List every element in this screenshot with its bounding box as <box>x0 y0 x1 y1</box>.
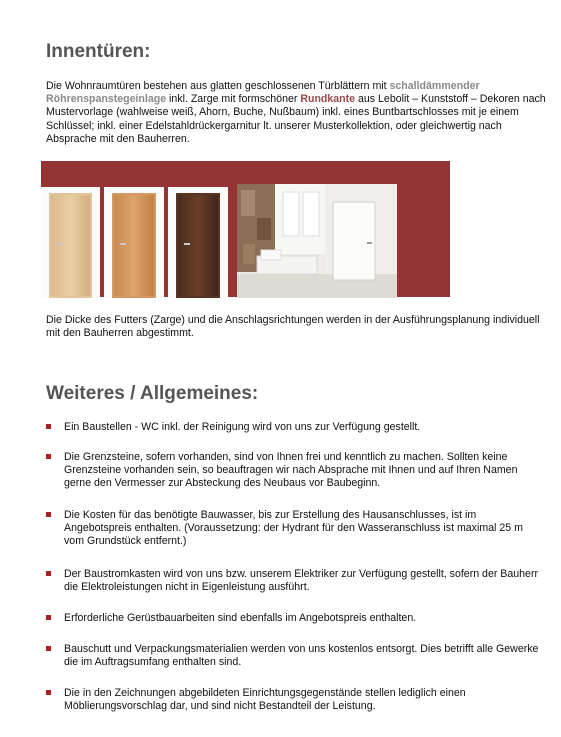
intro-text-2: inkl. Zarge mit formschöner <box>166 93 301 106</box>
highlight-schalldaemmend: schalldämmender Röhrenspanstegeinlage <box>46 80 480 106</box>
door-caption: Die Dicke des Futters (Zarge) und die Anschlagsrichtungen werden in der Ausführungsplanung individuell mit den Bauherren abgestimmt. <box>46 314 540 340</box>
section-title-innentueren: Innentüren: <box>46 41 151 62</box>
bullet-icon <box>46 454 51 459</box>
section-title-weiteres: Weiteres / Allgemeines: <box>46 383 259 404</box>
intro-text-1: Die Wohnraumtüren bestehen aus glatten geschlossenen Türblättern mit <box>46 80 390 92</box>
bullet-icon <box>46 690 51 695</box>
highlight-rundkante: Rundkante <box>300 93 356 106</box>
bullet-icon <box>46 571 51 576</box>
list-item-text: Bauschutt und Verpackungsmaterialien werden von uns kostenlos entsorgt. Dies betrifft alle Gewerke die im Auftragsumfang enthalten sind. <box>64 643 539 669</box>
door-maple-image <box>41 187 100 298</box>
list-item-text: Erforderliche Gerüstbauarbeiten sind ebenfalls im Angebotspreis enthalten. <box>64 612 417 624</box>
list-item-text: Die in den Zeichnungen abgebildeten Einrichtungsgegenstände stellen lediglich einen Möblierungsvorschlag dar, und sind nicht Bestandteil der Leistung. <box>64 687 466 713</box>
bullet-icon <box>46 615 51 620</box>
door-beech-image <box>104 187 164 298</box>
bullet-icon <box>46 646 51 651</box>
room-illustration-icon <box>237 184 397 298</box>
door-maple-icon <box>49 193 92 298</box>
door-handle-icon <box>184 243 190 245</box>
list-item-text: Die Kosten für das benötigte Bauwasser, bis zur Erstellung des Hausanschlusses, ist im Angebotspreis enthalten. (Voraussetzung: der Hydrant für den Wasseranschluss ist maximal 25 m vom Grundstück entfernt.) <box>64 509 523 548</box>
bullet-icon <box>46 424 51 429</box>
list-item-text: Ein Baustellen - WC inkl. der Reinigung wird von uns zur Verfügung gestellt. <box>64 421 421 433</box>
white-door-room-photo <box>237 184 397 298</box>
door-handle-icon <box>57 243 63 245</box>
bullet-icon <box>46 512 51 517</box>
door-handle-icon <box>120 243 126 245</box>
door-walnut-icon <box>176 193 220 298</box>
intro-paragraph <box>46 80 546 146</box>
list-item-text: Die Grenzsteine, sofern vorhanden, sind von Ihnen frei und kenntlich zu machen. Sollten keine Grenzsteine vorhanden sein, so beauftragen wir nach Absprache mit Ihnen und auf Ihren Namen gerne den Vermesser zur Absteckung des Neubaus vor Baubeginn. <box>64 451 518 490</box>
door-walnut-image <box>168 187 228 298</box>
intro-text-3: aus Lebolit – Kunststoff – Dekoren nach Mustervorlage (wahlweise weiß, Ahorn, Buche, Nußbaum) inkl. eines Buntbartschlosses mit je einem Schlüssel; inkl. einer Edelstahldrückergarnitur lt. unserer Musterkollektion, oder gleichwertig nach Absprache mit den Bauherren. <box>46 93 546 145</box>
list-item-text: Der Baustromkasten wird von uns bzw. unserem Elektriker zur Verfügung gestellt, sofern der Bauherr die Elektroleistungen nicht in Eigenleistung ausführt. <box>64 568 538 594</box>
door-beech-icon <box>112 193 156 298</box>
